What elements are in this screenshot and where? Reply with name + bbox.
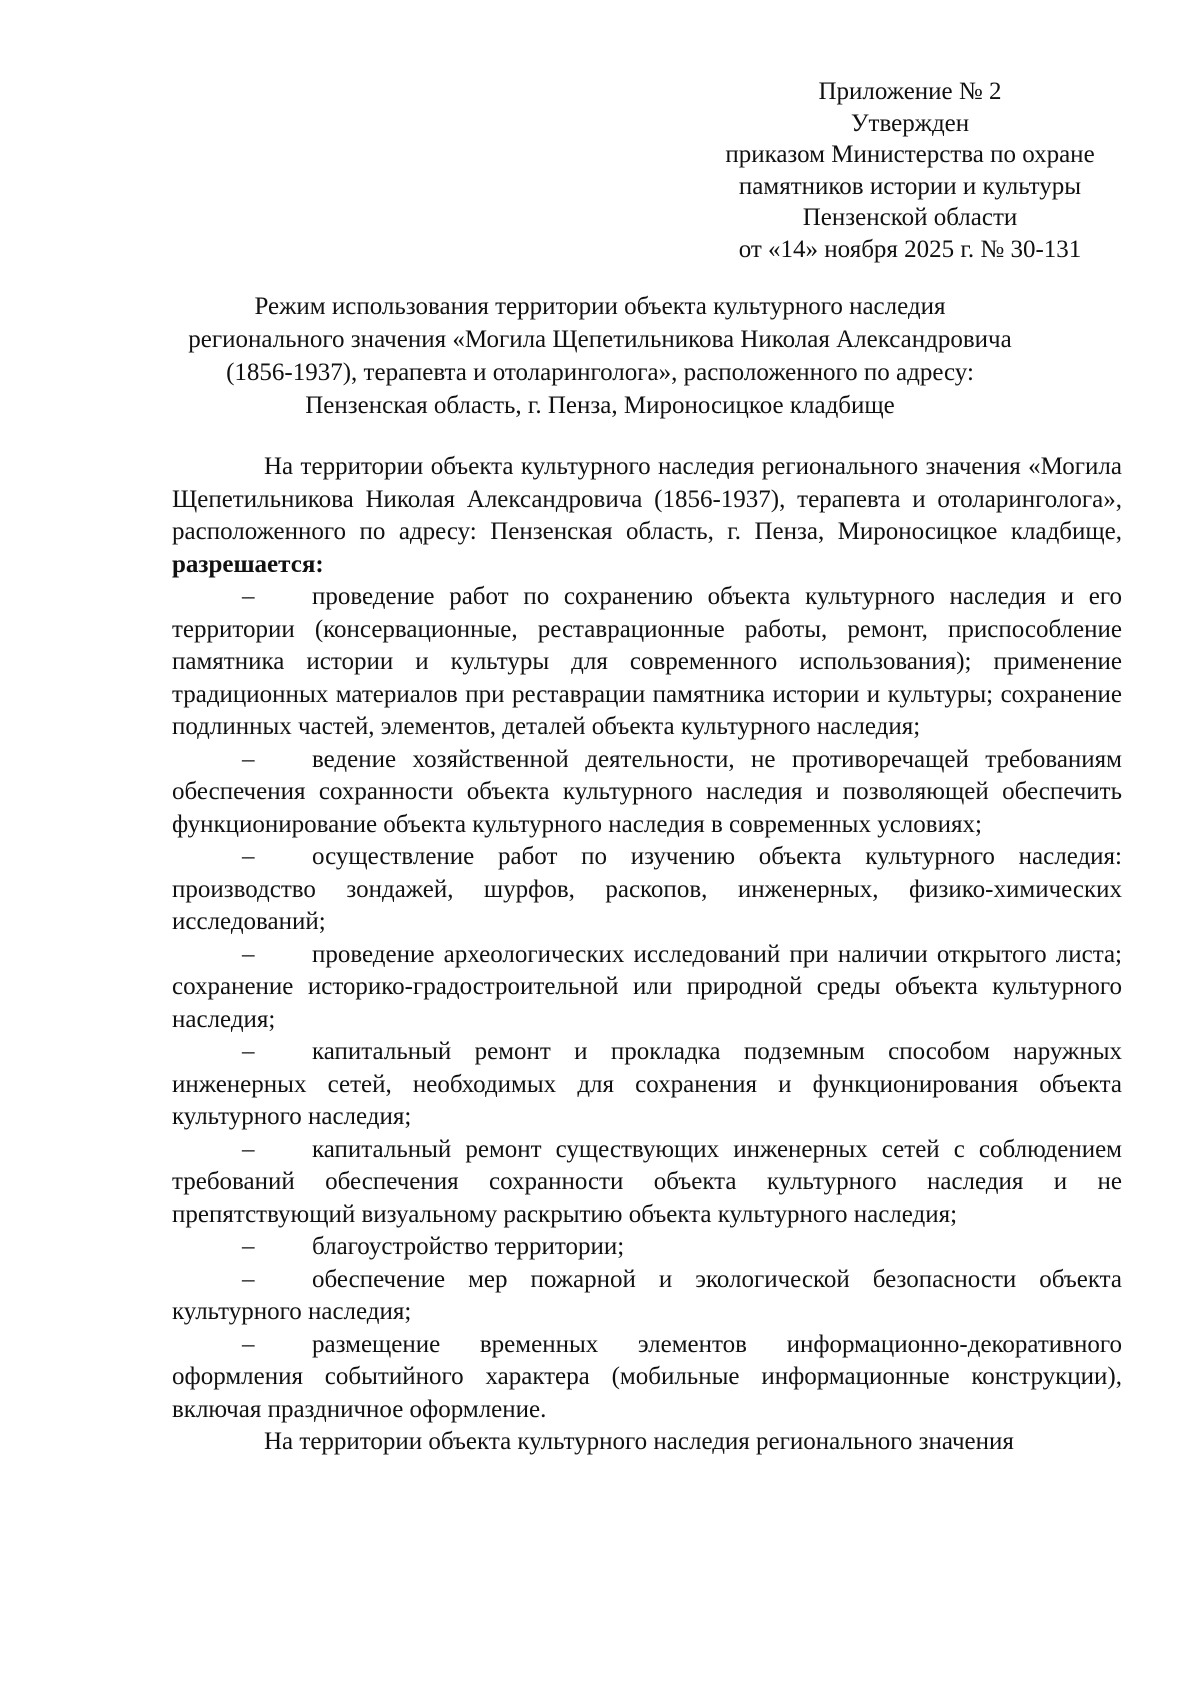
- title-line: (1856-1937), терапевта и отоларинголога», расположенного по адресу:: [226, 359, 974, 386]
- appendix-number: Приложение № 2: [818, 78, 1002, 105]
- list-item-text: благоустройство территории;: [312, 1233, 625, 1260]
- closing-paragraph: На территории объекта культурного наследия регионального значения: [264, 1428, 1014, 1455]
- dash-bullet: –: [242, 1265, 255, 1293]
- approval-order-line: приказом Министерства по охране: [725, 141, 1095, 168]
- list-item-text: размещение временных элементов информационно-декоративного оформления событийного характера (мобильные информационные конструкции), включая праздничное оформление.: [172, 1330, 1122, 1423]
- dash-bullet: –: [242, 583, 255, 610]
- list-item: [172, 1231, 1122, 1264]
- approval-block: [690, 76, 1130, 265]
- dash-bullet: –: [242, 1135, 255, 1163]
- title-line: регионального значения «Могила Щепетильникова Николая Александровича: [188, 326, 1012, 353]
- list-item: [172, 841, 1122, 939]
- list-item: [172, 1036, 1122, 1134]
- approval-region-line: Пензенской области: [802, 204, 1018, 231]
- list-item-text: ведение хозяйственной деятельности, не противоречащей требованиям обеспечения сохранности объекта культурного наследия и позволяющей обеспечить функционирование объекта культурного наследия в современных условиях;: [172, 745, 1122, 838]
- approval-date-line: от «14» ноября 2025 г. № 30-131: [738, 235, 1082, 263]
- list-item-text: капитальный ремонт существующих инженерных сетей с соблюдением требований обеспечения сохранности объекта культурного наследия и не препятствующий визуальному раскрытию объекта культурного наследия;: [172, 1135, 1122, 1228]
- dash-bullet: –: [242, 843, 255, 870]
- list-item: [172, 1264, 1122, 1329]
- approved-label: Утвержден: [850, 109, 970, 137]
- permitted-heading: разрешается:: [172, 550, 324, 578]
- dash-bullet: –: [242, 1038, 255, 1065]
- list-item: [172, 1134, 1122, 1232]
- intro-paragraph: [172, 451, 1122, 581]
- list-item-text: проведение работ по сохранению объекта культурного наследия и его территории (консервационные, реставрационные работы, ремонт, приспособление памятника истории и культуры для современного использования); применение традиционных материалов при реставрации памятника истории и культуры; сохранение подлинных частей, элементов, деталей объекта культурного наследия;: [172, 583, 1122, 740]
- list-item: [172, 581, 1122, 744]
- approval-ministry-line: памятников истории и культуры: [738, 172, 1082, 200]
- list-item-text: капитальный ремонт и прокладка подземным способом наружных инженерных сетей, необходимых для сохранения и функционирования объекта культурного наследия;: [172, 1038, 1122, 1130]
- list-item: [172, 939, 1122, 1037]
- dash-bullet: –: [242, 1233, 255, 1260]
- list-item-text: проведение археологических исследований при наличии открытого листа; сохранение историко-градостроительной или природной среды объекта культурного наследия;: [172, 940, 1122, 1033]
- list-item-text: осуществление работ по изучению объекта культурного наследия: производство зондажей, шурфов, раскопов, инженерных, физико-химических исследований;: [172, 843, 1122, 935]
- dash-bullet: –: [242, 745, 255, 773]
- intro-text: На территории объекта культурного наследия регионального значения «Могила Щепетильникова Николая Александровича (1856-1937), терапевта и отоларинголога», расположенного по адресу: Пензенская область, г. Пенза, Мироносицкое кладбище,: [172, 453, 1122, 545]
- list-item-text: обеспечение мер пожарной и экологической безопасности объекта культурного наследия;: [172, 1265, 1122, 1325]
- dash-bullet: –: [242, 940, 255, 968]
- list-item: [172, 744, 1122, 842]
- list-item: [172, 1329, 1122, 1427]
- document-body: [172, 451, 1122, 1459]
- document-title: [160, 290, 1040, 422]
- title-line: Режим использования территории объекта культурного наследия: [254, 293, 946, 320]
- dash-bullet: –: [242, 1330, 255, 1358]
- title-line: Пензенская область, г. Пенза, Мироносицкое кладбище: [305, 392, 895, 419]
